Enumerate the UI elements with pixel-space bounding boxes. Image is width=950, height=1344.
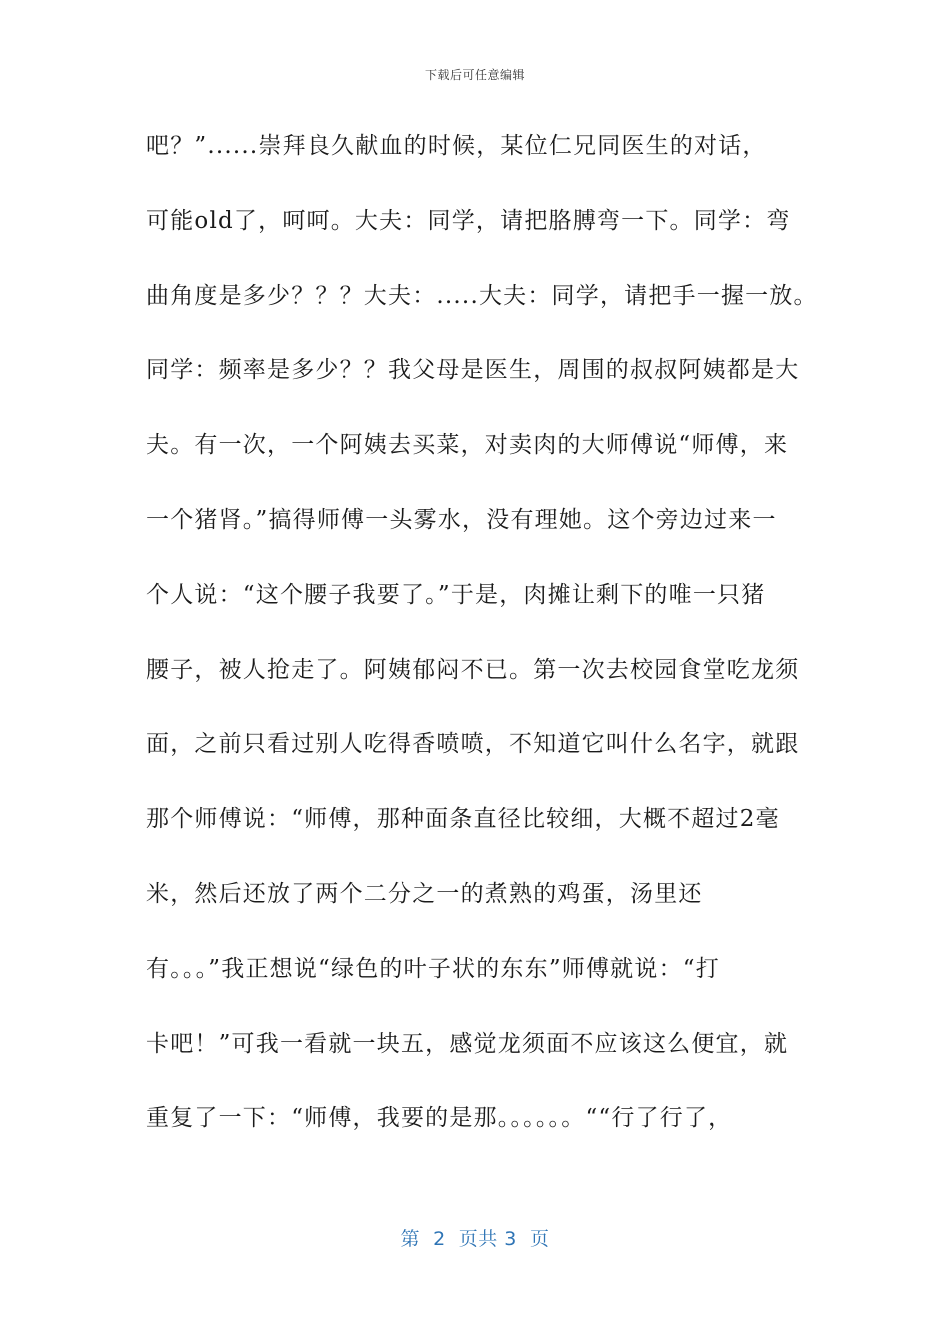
text-line-14: 重复了一下：“师傅，我要的是那。。。。。。““行了行了， bbox=[146, 1105, 733, 1132]
document-body bbox=[146, 120, 846, 1167]
text-line-2: 可能old了，呵呵。大夫：同学，请把胳膊弯一下。同学：弯 bbox=[146, 207, 791, 234]
page-header: 下载后可任意编辑 bbox=[424, 68, 525, 82]
text-line-5: 夫。有一次，一个阿姨去买菜，对卖肉的大师傅说“师傅，来 bbox=[146, 432, 789, 459]
text-line-7: 个人说：“这个腰子我要了。”于是，肉摊让剩下的唯一只猪 bbox=[146, 581, 766, 608]
text-line-9: 面，之前只看过别人吃得香喷喷，不知道它叫什么名字，就跟 bbox=[146, 731, 800, 758]
text-line-8: 腰子，被人抢走了。阿姨郁闷不已。第一次去校园食堂吃龙须 bbox=[146, 656, 800, 683]
text-line-4: 同学：频率是多少？？我父母是医生，周围的叔叔阿姨都是大 bbox=[146, 357, 800, 384]
text-line-1: 吧？”......崇拜良久献血的时候，某位仁兄同医生的对话， bbox=[146, 133, 767, 159]
text-line-3: 曲角度是多少？？？大夫：.....大夫：同学，请把手一握一放。 bbox=[146, 282, 818, 309]
text-line-13: 卡吧！”可我一看就一块五，感觉龙须面不应该这么便宜，就 bbox=[146, 1030, 789, 1057]
text-line-11: 米，然后还放了两个二分之一的煮熟的鸡蛋，汤里还 bbox=[146, 880, 703, 907]
text-line-12: 有。。。”我正想说“绿色的叶子状的东东”师傅就说：“打 bbox=[146, 955, 720, 982]
text-line-6: 一个猪肾。”搞得师傅一头雾水，没有理她。这个旁边过来一 bbox=[146, 506, 777, 533]
text-line-10: 那个师傅说：“师傅，那种面条直径比较细，大概不超过2毫 bbox=[146, 806, 780, 833]
page-number-label: 第 2 页共 3 页 bbox=[400, 1228, 550, 1250]
page-footer bbox=[0, 1224, 950, 1251]
